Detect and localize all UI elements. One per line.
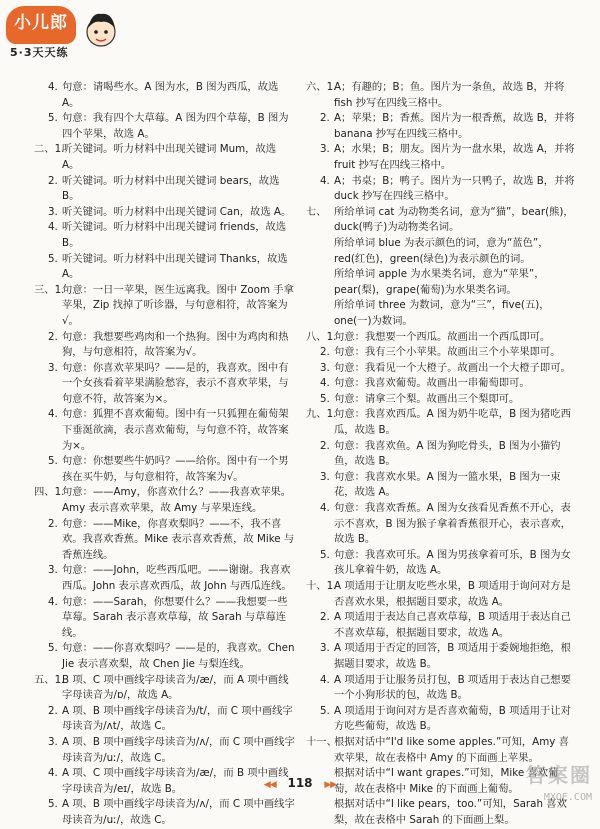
answer-text: 听关键词。听力材料中出现关键词 Mum，故选 A。 [62, 143, 277, 171]
answer-text: A 项、B 项中画线字母读音为/ʌ/，而 C 项中画线字母读音为/uː/，故选 C。 [62, 798, 295, 826]
answer-text: 句意：一日一苹果，医生远离我。图中 Zoom 手拿苹果，Zip 找掉了听诊器，与句意相符，故答案为√。 [62, 283, 294, 327]
answer-item [306, 345, 576, 361]
answer-label: 九、1. [306, 408, 337, 421]
answer-text: 句意：我喜欢葡萄。故画出一串葡萄即可。 [334, 377, 530, 390]
answer-item [34, 454, 296, 485]
answer-label: 六、1. [306, 81, 337, 93]
answer-item [306, 704, 576, 735]
answer-label: 4. [320, 377, 330, 390]
answer-label: 4. [48, 595, 58, 608]
answer-text: A 项适用于让朋友吃些水果，B 项适用于询问对方是否喜欢水果，根据题目要求，故选 A。 [334, 580, 571, 608]
brand-logo [0, 0, 130, 68]
answer-label: 七、 [306, 205, 327, 218]
answer-label: 2. [48, 174, 58, 187]
answer-item [306, 298, 576, 329]
answer-text: A 项适用于否定的回答，B 项适用于委婉地拒绝，根据题目要求，故选 B。 [334, 642, 571, 670]
answer-label: 3. [48, 735, 58, 748]
answer-item [306, 641, 576, 672]
answer-text: 句意：——Sarah，你想要什么？——我想要一些草莓。Sarah 表示喜欢草莓，故 Sarah 与草莓连线。 [62, 595, 288, 639]
answer-label: 3. [48, 564, 58, 577]
answer-label: 2. [320, 112, 330, 125]
answer-item [34, 595, 296, 642]
answer-item [34, 361, 296, 408]
answer-label: 五、1. [34, 673, 65, 686]
answer-label: 3. [320, 470, 330, 483]
answer-text: 句意：我喜欢鱼。A 图为狗吃骨头，B 图为小猫钓鱼，故选 B。 [334, 439, 561, 468]
answer-item [34, 517, 296, 564]
answer-text: 句意：你想要些牛奶吗？——给你。图中有一个男孩在买牛奶，与句意相符，故答案为√。 [62, 455, 289, 483]
answer-column-left [34, 80, 296, 829]
answer-item [306, 236, 576, 267]
answer-label: 3. [320, 361, 330, 374]
answer-label: 3. [48, 361, 58, 374]
answer-text: 句意：——Amy，你喜欢什么？——我喜欢苹果。Amy 表示喜欢苹果，故 Amy 与苹果连线。 [62, 486, 292, 515]
prev-page-arrows: ◀◀ [263, 780, 276, 790]
answer-item [306, 501, 576, 548]
answer-text: 听关键词。听力材料中出现关键词 Thanks，故选 A。 [62, 252, 288, 281]
answer-label: 5. [48, 455, 58, 468]
logo-subtitle: 5·3天天练 [10, 46, 69, 59]
answer-label: 2. [320, 346, 330, 359]
answer-label: 十一、 [306, 735, 337, 748]
answer-label: 4. [48, 767, 58, 780]
answer-label: 2. [48, 517, 58, 530]
answer-label: 4. [320, 673, 330, 686]
answer-label: 5. [320, 392, 330, 405]
watermark-url: MXQE.COM [543, 792, 592, 803]
answer-text: A；书桌；B；鸭子。图片为一只鸭子，故选 B，并将 duck 抄写在四线三格中。 [334, 174, 575, 203]
answer-text: 句意：狐狸不喜欢葡萄。图中有一只狐狸在葡萄架下垂涎欲滴，表示喜欢葡萄，与句意不符，故答案为×。 [62, 408, 289, 452]
answer-text: B 项、C 项中画线字母读音为/æ/，而 A 项中画线字母读音为/ɒ/，故选 A。 [62, 673, 289, 702]
answer-item [34, 735, 296, 766]
answer-item [306, 330, 576, 346]
answer-label: 2. [320, 439, 330, 452]
answer-label: 5. [48, 112, 58, 125]
answer-text: A 项适用于表达自己喜欢草莓，B 项适用于表达自己不喜欢草莓，根据题目要求，故选 A。 [334, 611, 571, 639]
answer-label: 5. [320, 704, 330, 717]
answer-text: 所给单词 three 为数词，意为“三”，five(五)，one(一)为数词。 [334, 299, 550, 327]
answer-label: 二、1. [34, 143, 65, 156]
answer-item [306, 392, 576, 408]
answer-label: 4. [320, 502, 330, 515]
answer-label: 3. [48, 205, 58, 218]
answer-item [34, 220, 296, 251]
watermark-title: 答案圈 [526, 763, 592, 787]
answer-text: 句意：你喜欢苹果吗？——是的，我喜欢。图中有一个女孩看着苹果满脸愁容，表示不喜欢苹果，与句意不符，故答案为×。 [62, 361, 289, 405]
answer-text: 句意：请拿三个梨。故画出三个梨即可。 [334, 392, 520, 405]
logo-title: 小儿郎 [14, 13, 68, 33]
answer-label: 2. [48, 330, 58, 343]
answer-item [34, 563, 296, 594]
answer-item [34, 252, 296, 283]
answer-text: A 项适用于让服务员打包，B 项适用于表达自己想要一个小狗形状的包，故选 B。 [334, 673, 571, 702]
answer-item [34, 407, 296, 454]
next-page-arrows: ▶▶ [324, 780, 337, 790]
answer-text: 听关键词。听力材料中出现关键词 friends，故选 B。 [62, 221, 287, 249]
answer-label: 5. [48, 642, 58, 655]
answer-item [306, 267, 576, 298]
answer-label: 2. [48, 704, 58, 717]
answer-text: A；水果；B；朋友。图片为一盘水果，故选 A，并将 fruit 抄写在四线三格中。 [334, 143, 575, 171]
answer-item [306, 439, 576, 470]
answer-text: 句意：——John，吃些西瓜吧。——谢谢。我喜欢西瓜。John 表示喜欢西瓜，故 John 与西瓜连线。 [62, 564, 292, 592]
answer-text: A 项、C 项中画线字母读音为/æ/，而 B 项中画线字母读音为/eɪ/，故选 B。 [62, 767, 289, 795]
answer-label: 4. [48, 221, 58, 234]
answer-item [34, 641, 296, 672]
answer-label: 5. [320, 548, 330, 561]
answer-text: 根据对话中“I'd like some apples.”可知，Amy 喜欢苹果，故在表格中 Amy 的下面画上苹果。 [334, 735, 569, 764]
answer-column-right [306, 80, 576, 829]
answer-text: 所给单词 apple 为水果类名词，意为“苹果”，pear(梨)，grape(葡萄)为水果类名词。 [334, 268, 545, 296]
answer-label: 三、1. [34, 283, 65, 296]
answer-text: 听关键词。听力材料中出现关键词 bears，故选 B。 [62, 174, 280, 203]
answer-item [306, 579, 576, 610]
answer-text: 句意：我想要些鸡肉和一个热狗。图中为鸡肉和热狗，与句意相符，故答案为√。 [62, 330, 289, 359]
answer-text: A；苹果；B；香蕉。图片为一根香蕉，故选 B，并将 banana 抄写在四线三格中。 [334, 112, 575, 140]
answer-item [306, 673, 576, 704]
answer-item [34, 111, 296, 142]
answer-item [306, 548, 576, 579]
answer-text: A 项、B 项中画线字母读音为/t/，而 C 项中画线字母读音为/ʌt/，故选 C。 [62, 704, 293, 733]
answer-label: 2. [320, 611, 330, 624]
answer-item [34, 704, 296, 735]
answer-text: 句意：我看见一个大橙子。故画出一个大橙子即可。 [334, 361, 571, 374]
answer-text: 听关键词。听力材料中出现关键词 Can，故选 A。 [62, 205, 292, 218]
answer-label: 3. [320, 642, 330, 655]
answer-text: A 项适用于询问对方是否喜欢葡萄，B 项适用于让对方吃些葡萄，故选 B。 [334, 704, 571, 733]
answer-label: 八、1. [306, 330, 337, 343]
answer-text: 句意：我喜欢可乐。A 图为男孩拿着可乐，B 图为女孩儿拿着牛奶，故选 A。 [334, 548, 571, 577]
answer-item [306, 174, 576, 205]
answer-text: 根据对话中“I like pears，too.”可知，Sarah 喜欢梨，故在表格中 Sarah 的下面画上梨。 [334, 798, 567, 826]
answer-label: 4. [48, 81, 58, 93]
answer-label: 四、1. [34, 486, 65, 499]
answer-label: 5. [48, 252, 58, 265]
answer-label: 十、1. [306, 580, 337, 592]
answer-text: 句意：我想要一个西瓜。故画出一个西瓜即可。 [334, 330, 551, 343]
answer-text: 句意：我喜欢水果。A 图为一篮水果，B 图为一束花，故选 A。 [334, 470, 561, 499]
answer-item [306, 407, 576, 438]
answer-text: 所给单词 blue 为表示颜色的词，意为“蓝色”，red(红色)，green(绿色)为表示颜色的词。 [334, 236, 549, 265]
answer-item [306, 376, 576, 392]
answer-item [306, 80, 576, 111]
answer-text: 句意：——Mike，你喜欢梨吗？——不，我不喜欢。我喜欢香蕉。Mike 表示喜欢香蕉，故 Mike 与香蕉连线。 [62, 517, 295, 561]
answer-item [306, 142, 576, 173]
answer-text: 句意：我喜欢香蕉。A 图为女孩看见香蕉不开心，表示不喜欢，B 图为猴子拿着香蕉很开心，表示喜欢，故选 B。 [334, 502, 571, 546]
answer-item [306, 361, 576, 377]
answer-item [34, 205, 296, 221]
answer-text: 根据对话中“I want grapes.”可知，Mike 喜欢葡萄，故在表格中 Mike 的下面画上葡萄。 [334, 767, 559, 795]
answer-item [306, 470, 576, 501]
answer-text: 句意：我有四个大草莓。A 图为四个草莓，B 图为四个苹果，故选 A。 [62, 112, 289, 140]
answer-text: 句意：我有三个小苹果。故画出三个小苹果即可。 [334, 346, 561, 359]
answer-item [34, 485, 296, 516]
answer-text: 所给单词 cat 为动物类名词，意为“猫”，bear(熊)，duck(鸭子)为动物类名词。 [334, 205, 574, 234]
answer-item [34, 283, 296, 330]
answer-item [34, 142, 296, 173]
answer-item [34, 330, 296, 361]
answer-text: 句意：——你喜欢梨吗？——是的，我喜欢。Chen Jie 表示喜欢梨，故 Chen Jie 与梨连线。 [62, 642, 295, 670]
answer-text: A；有趣的；B；鱼。图片为一条鱼，故选 B，并将 fish 抄写在四线三格中。 [334, 81, 565, 109]
answer-item [306, 205, 576, 236]
answer-item [34, 80, 296, 111]
watermark [442, 759, 592, 803]
answer-item [306, 111, 576, 142]
answer-item [306, 610, 576, 641]
answer-label: 4. [320, 174, 330, 187]
page-number: 118 [287, 776, 313, 790]
answer-text: 句意：请喝些水。A 图为水，B 图为西瓜，故选 A。 [62, 81, 279, 109]
mascot-face-icon [84, 10, 118, 50]
answer-item [34, 174, 296, 205]
answer-label: 4. [48, 408, 58, 421]
answer-label: 5. [48, 798, 58, 811]
answer-text: A 项、B 项中画线字母读音为/ʌ/，而 C 项中画线字母读音为/uː/，故选 C。 [62, 735, 295, 764]
answer-label: 3. [320, 143, 330, 156]
answer-item [34, 797, 296, 828]
answer-item [34, 673, 296, 704]
answer-text: 句意：我喜欢西瓜。A 图为奶牛吃草，B 图为猪吃西瓜，故选 B。 [334, 408, 571, 437]
